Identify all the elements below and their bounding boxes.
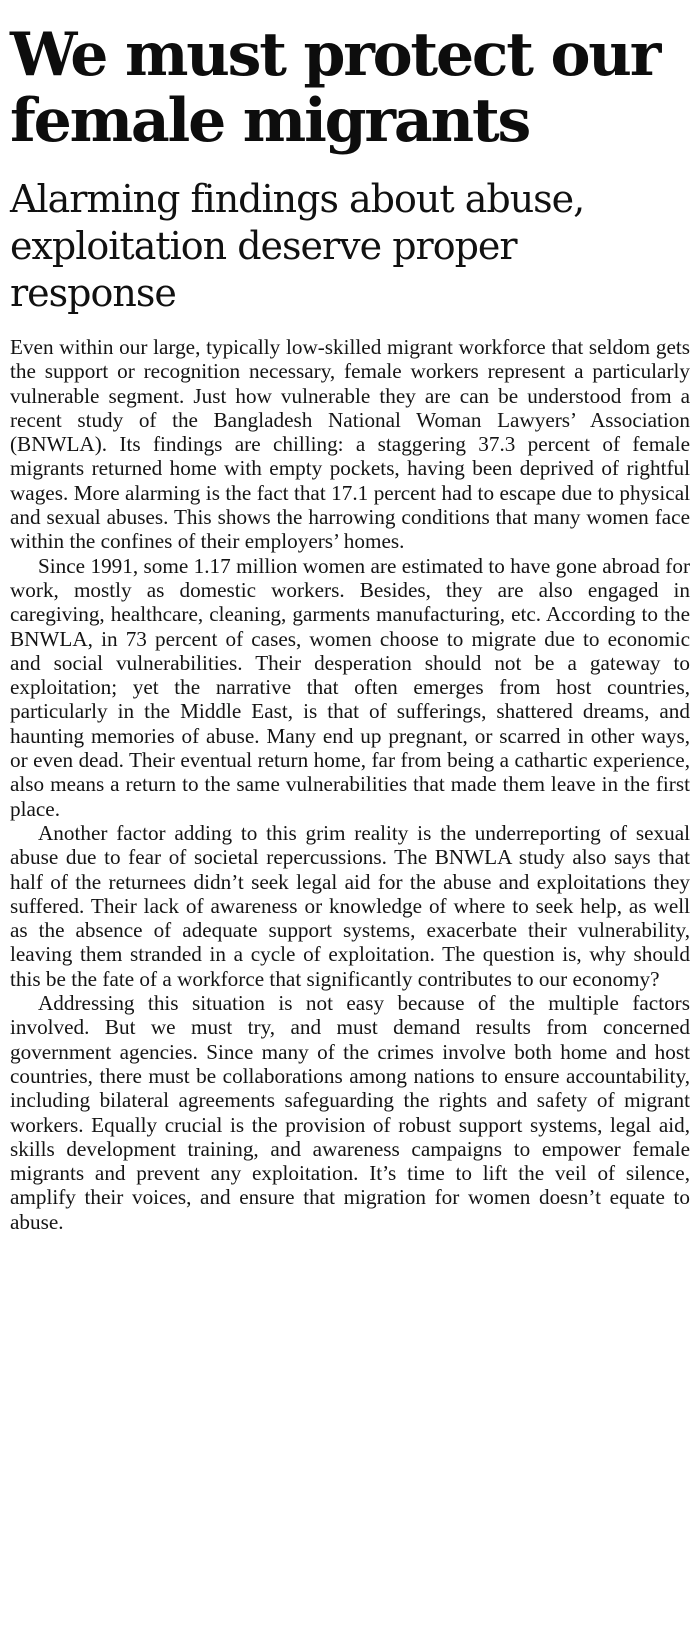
- subheadline: Alarming findings about abuse, exploitation deserve proper response: [10, 177, 585, 315]
- article-body: [10, 335, 690, 1234]
- body-paragraph-4: Addressing this situation is not easy because of the multiple factors involved. But we must try, and must demand results from concerned government agencies. Since many of the crimes involve both home and host countries, there must be collaborations among nations to ensure accountability, including bilateral agreements safeguarding the rights and safety of migrant workers. Equally crucial is the provision of robust support systems, legal aid, skills development training, and awareness campaigns to empower female migrants and prevent any exploitation. It’s time to lift the veil of silence, amplify their voices, and ensure that migration for women doesn’t equate to abuse.: [10, 991, 690, 1234]
- body-paragraph-2: Since 1991, some 1.17 million women are estimated to have gone abroad for work, mostly as domestic workers. Besides, they are also engaged in caregiving, healthcare, cleaning, garments manufacturing, etc. According to the BNWLA, in 73 percent of cases, women choose to migrate due to economic and social vulnerabilities. Their desperation should not be a gateway to exploitation; yet the narrative that often emerges from host countries, particularly in the Middle East, is that of sufferings, shattered dreams, and haunting memories of abuse. Many end up pregnant, or scarred in other ways, or even dead. Their eventual return home, far from being a cathartic experience, also means a return to the same vulnerabilities that made them leave in the first place.: [10, 553, 690, 821]
- body-paragraph-3: Another factor adding to this grim reality is the underreporting of sexual abuse due to fear of societal repercussions. The BNWLA study also says that half of the returnees didn’t seek legal aid for the abuse and exploitations they suffered. Their lack of awareness or knowledge of where to seek help, as well as the absence of adequate support systems, exacerbate their vulnerability, leaving them stranded in a cycle of exploitation. The question is, why should this be the fate of a workforce that significantly contributes to our economy?: [10, 820, 690, 991]
- body-paragraph-1: Even within our large, typically low-skilled migrant workforce that seldom gets the support or recognition necessary, female workers represent a particularly vulnerable segment. Just how vulnerable they are can be understood from a recent study of the Bangladesh National Woman Lawyers’ Association (BNWLA). Its findings are chilling: a staggering 37.3 percent of female migrants returned home with empty pockets, having been deprived of rightful wages. More alarming is the fact that 17.1 percent had to escape due to physical and sexual abuses. This shows the harrowing conditions that many women face within the confines of their employers’ homes.: [10, 335, 690, 554]
- headline: We must protect our female migrants: [10, 20, 660, 156]
